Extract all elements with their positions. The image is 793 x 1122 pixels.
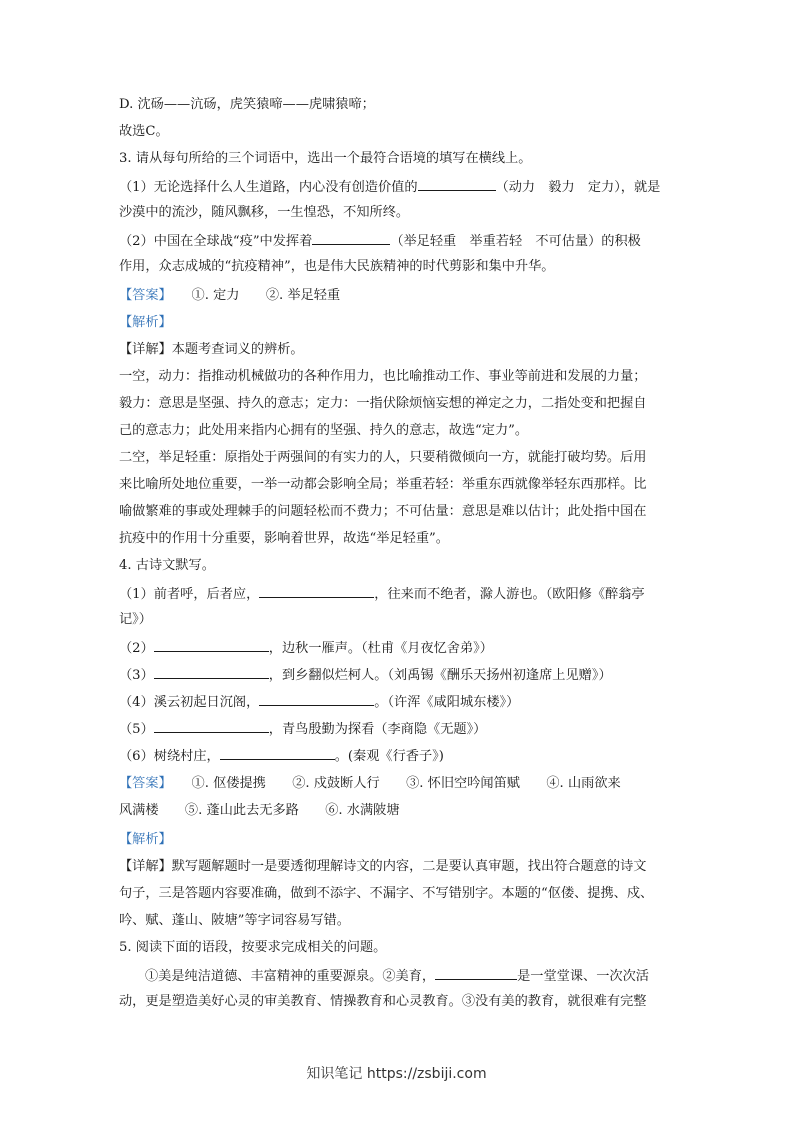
text-line: 【详解】本题考查词义的辨析。 [119, 342, 304, 357]
answer-blank [154, 665, 269, 679]
answer-blank [435, 966, 517, 980]
text-segment: ，青鸟殷勤为探看（李商隐《无题》） [268, 722, 487, 737]
answer-blank [312, 231, 390, 245]
question-4-heading: 4. 古诗文默写。 [119, 558, 215, 573]
text-segment: （1）无论选择什么人生道路，内心没有创造价值的 [119, 180, 418, 195]
text-line: 抗疫中的作用十分重要，影响着世界，故选“举足轻重”。 [119, 531, 449, 546]
text-line: 句子，三是答题内容要准确，做到不添字、不漏字、不写错别字。本题的“伛偻、提携、戍、 [119, 886, 654, 901]
text-line: 喻做繁难的事或处理棘手的问题轻松而不费力；不可估量：意思是难以估计；此处指中国在 [119, 504, 647, 519]
text-line: 风满楼 ⑤. 蓬山此去无多路 ⑥. 水满陂塘 [119, 803, 400, 818]
text-line: 故选C。 [119, 124, 169, 139]
text-line: 毅力：意思是坚强、持久的意志；定力：一指伏除烦恼妄想的禅定之力，二指处变和把握自 [119, 396, 647, 411]
text-line: 来比喻所处地位重要，一举一动都会影响全局；举重若轻：举重东西就像举轻东西那样。比 [119, 477, 647, 492]
answer-line [119, 775, 679, 793]
text-segment: （5） [119, 722, 154, 737]
text-line-with-blank [119, 719, 679, 739]
answer-blank [259, 692, 374, 706]
text-segment: （动力 毅力 定力），就是 [495, 180, 661, 195]
text-line-with-blank [119, 665, 679, 685]
answer-label: 【答案】 [119, 776, 166, 791]
text-line-with-blank [119, 746, 679, 766]
text-line: D. 沈砀——沆砀，虎笑猿啼——虎啸猿啼； [119, 97, 375, 112]
answer-blank [154, 719, 269, 733]
text-segment: （举足轻重 举重若轻 不可估量）的积极 [390, 234, 641, 249]
question-5-heading: 5. 阅读下面的语段，按要求完成相关的问题。 [119, 940, 387, 955]
text-line: 记》） [119, 612, 152, 627]
answer-blank [154, 638, 269, 652]
answer-text: ①. 伛偻提携 ②. 戍鼓断人行 ③. 怀旧空吟闻笛赋 ④. 山雨欲来 [165, 776, 621, 791]
analysis-label: 【解析】 [119, 832, 172, 847]
question-3-heading: 3. 请从每句所给的三个词语中，选出一个最符合语境的填写在横线上。 [119, 151, 532, 166]
text-segment: 。(秦观《行香子》) [334, 749, 444, 764]
text-line-with-blank [119, 692, 679, 712]
text-line: 己的意志力；此处用来指内心拥有的坚强、持久的意志，故选“定力”。 [119, 423, 529, 438]
text-segment: （2） [119, 641, 154, 656]
text-segment: （6）树绕村庄， [119, 749, 220, 764]
analysis-line [119, 314, 679, 332]
text-line: 二空，举足轻重：原指处于两强间的有实力的人，只要稍微倾向一方，就能打破均势。后用 [119, 450, 647, 465]
text-segment: （3） [119, 668, 154, 683]
text-segment: 。（许浑《咸阳城东楼》） [374, 695, 520, 710]
text-line: 【详解】默写题解题时一是要透彻理解诗文的内容，二是要认真审题，找出符合题意的诗文 [119, 859, 647, 874]
footer-watermark: 知识笔记 https://zsbiji.com [306, 1066, 487, 1082]
text-segment: ，到乡翻似烂柯人。（刘禹锡《酬乐天扬州初逢席上见赠》） [268, 668, 612, 683]
text-line: 动，更是塑造美好心灵的审美教育、情操教育和心灵教育。③没有美的教育，就很难有完整 [119, 994, 647, 1009]
text-segment: ，往来而不绝者，滁人游也。（欧阳修《醉翁亭 [374, 587, 645, 602]
answer-blank [259, 584, 374, 598]
text-line-with-blank [145, 966, 679, 986]
text-line-with-blank [119, 231, 679, 251]
answer-blank [418, 177, 496, 191]
analysis-label: 【解析】 [119, 315, 172, 330]
text-segment: （2）中国在全球战“疫”中发挥着 [119, 234, 313, 249]
text-segment: 是一堂堂课、一次次活 [517, 969, 649, 984]
answer-blank [220, 746, 335, 760]
text-segment: ，边秋一雁声。（杜甫《月夜忆舍弟》） [268, 641, 493, 656]
text-line-with-blank [119, 177, 679, 197]
text-line: 一空，动力：指推动机械做功的各种作用力，也比喻推动工作、事业等前进和发展的力量； [119, 369, 647, 384]
answer-text: ①. 定力 ②. 举足轻重 [165, 288, 341, 303]
answer-label: 【答案】 [119, 288, 166, 303]
text-segment: ①美是纯洁道德、丰富精神的重要源泉。②美育， [145, 969, 436, 984]
text-line-with-blank [119, 584, 679, 604]
text-line-with-blank [119, 638, 679, 658]
text-line: 沙漠中的流沙，随风飘移，一生惶恐，不知所终。 [119, 205, 410, 220]
text-line: 吟、赋、蓬山、陂塘”等字词容易写错。 [119, 913, 350, 928]
analysis-line [119, 831, 679, 849]
answer-line [119, 287, 679, 305]
text-segment: （1）前者呼，后者应， [119, 587, 260, 602]
text-line: 作用，众志成城的“抗疫精神”，也是伟大民族精神的时代剪影和集中升华。 [119, 259, 555, 274]
text-segment: （4）溪云初起日沉阁， [119, 695, 260, 710]
